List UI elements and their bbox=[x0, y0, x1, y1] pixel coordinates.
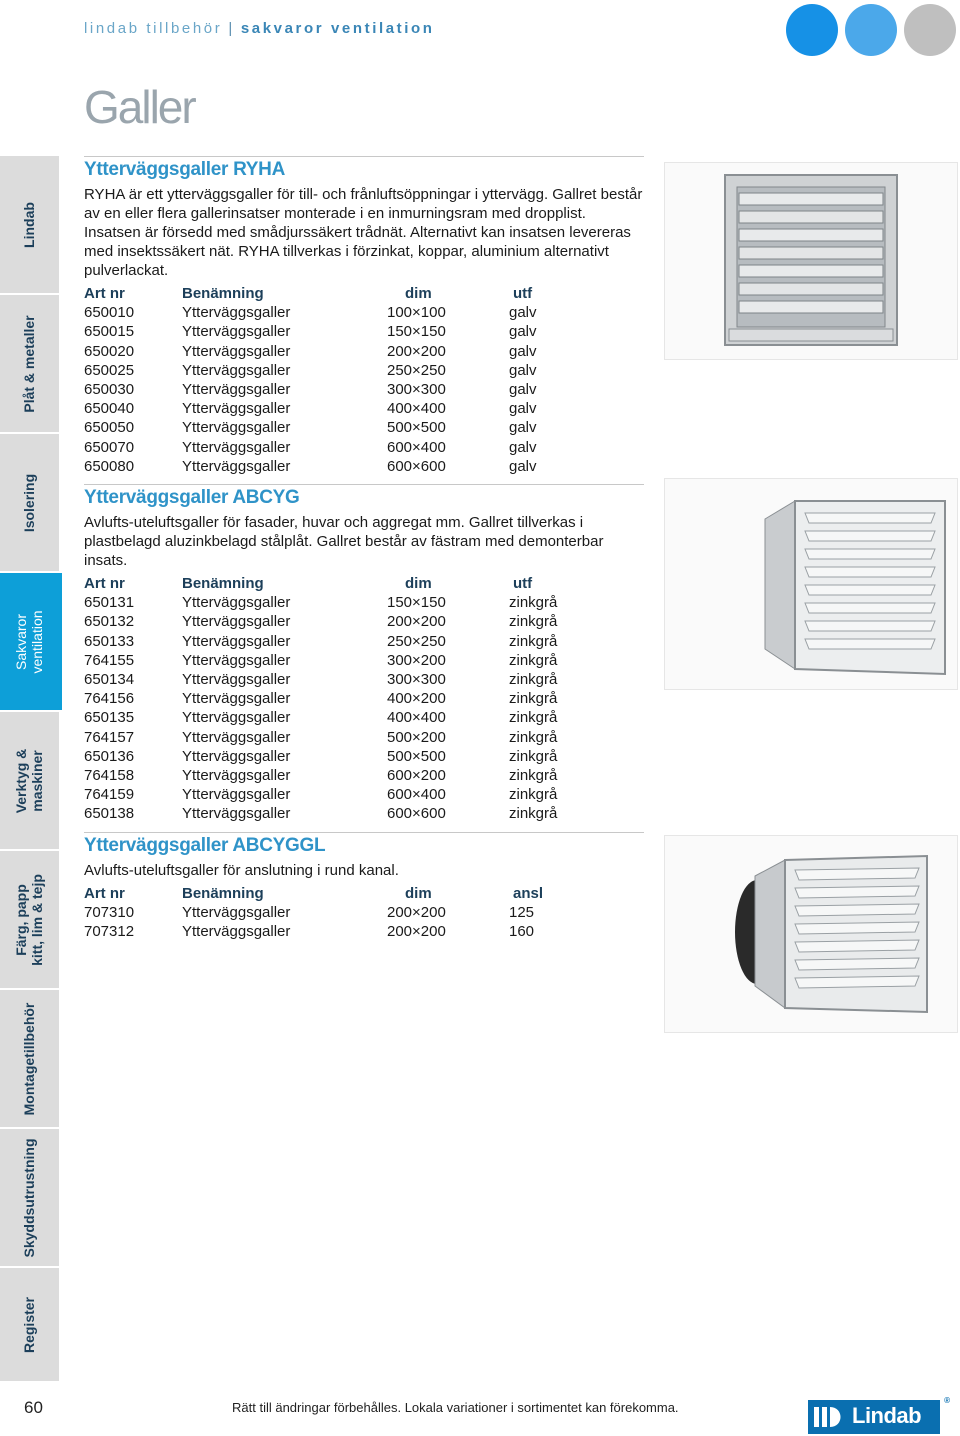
cell-dim: 500×200 bbox=[387, 728, 446, 746]
logo-text: Lindab bbox=[852, 1403, 922, 1428]
page-title: Galler bbox=[84, 81, 195, 133]
lindab-logo bbox=[808, 1396, 950, 1434]
cell-benamning: Ytterväggsgaller bbox=[182, 613, 291, 631]
cell-utf: galv bbox=[509, 361, 537, 379]
table-row bbox=[84, 708, 644, 727]
sidebar-tab-label: Lindab bbox=[21, 201, 37, 248]
sidebar-tab-label: Verktyg & maskiner bbox=[13, 748, 45, 813]
cell-dim: 200×200 bbox=[387, 342, 446, 360]
section-title: Ytterväggsgaller ABCYG bbox=[84, 487, 300, 509]
cell-art-nr: 650131 bbox=[84, 594, 135, 612]
cell-utf: zinkgrå bbox=[509, 709, 558, 727]
abcyg-grille-photo bbox=[664, 478, 958, 690]
cell-dim: 300×200 bbox=[387, 651, 446, 669]
cell-dim: 200×200 bbox=[387, 903, 446, 921]
table-row bbox=[84, 322, 644, 341]
cell-dim: 400×200 bbox=[387, 690, 446, 708]
header-benamning: Benämning bbox=[182, 884, 264, 902]
cell-art-nr: 650025 bbox=[84, 361, 135, 379]
cell-art-nr: 650015 bbox=[84, 323, 135, 341]
cell-art-nr: 650134 bbox=[84, 671, 135, 689]
table-header-row bbox=[84, 884, 644, 903]
table-row bbox=[84, 785, 644, 804]
cell-dim: 400×400 bbox=[387, 400, 446, 418]
cell-dim: 400×400 bbox=[387, 709, 446, 727]
cell-utf: galv bbox=[509, 342, 537, 360]
header-ansl: ansl bbox=[513, 884, 544, 902]
cell-benamning: Ytterväggsgaller bbox=[182, 438, 291, 456]
ryha-grille-photo bbox=[664, 162, 958, 360]
header-dim: dim bbox=[405, 884, 432, 902]
grille-icon bbox=[665, 479, 957, 689]
cell-art-nr: 650070 bbox=[84, 438, 135, 456]
sidebar-tab-label: Sakvaror ventilation bbox=[13, 609, 45, 674]
grille-icon bbox=[665, 836, 957, 1032]
header-utf: utf bbox=[513, 575, 533, 593]
logo-registered-mark: ® bbox=[944, 1396, 950, 1405]
header-art-nr: Art nr bbox=[84, 285, 125, 302]
sidebar-tab-label: Färg, papp kitt, lim & tejp bbox=[13, 873, 45, 966]
header-art-nr: Art nr bbox=[84, 884, 125, 902]
cell-dim: 600×600 bbox=[387, 805, 446, 823]
table-row bbox=[84, 612, 644, 631]
cell-art-nr: 650050 bbox=[84, 419, 135, 437]
sidebar-tab-isolering[interactable] bbox=[0, 434, 59, 573]
sidebar-tab-register[interactable] bbox=[0, 1268, 59, 1381]
cell-art-nr: 650136 bbox=[84, 747, 135, 765]
cell-art-nr: 650010 bbox=[84, 304, 135, 322]
cell-art-nr: 707312 bbox=[84, 923, 135, 941]
cell-utf: zinkgrå bbox=[509, 690, 558, 708]
sidebar-tab-plat-metaller[interactable] bbox=[0, 295, 59, 434]
cell-benamning: Ytterväggsgaller bbox=[182, 786, 291, 804]
table-row bbox=[84, 361, 644, 380]
cell-utf: galv bbox=[509, 381, 537, 399]
cell-benamning: Ytterväggsgaller bbox=[182, 709, 291, 727]
cell-dim: 300×300 bbox=[387, 671, 446, 689]
section-description: Avlufts-uteluftsgaller för anslutning i rund kanal. bbox=[84, 861, 399, 879]
table-row bbox=[84, 903, 644, 922]
sidebar-tab-label: Plåt & metaller bbox=[21, 314, 37, 413]
cell-art-nr: 764158 bbox=[84, 767, 135, 785]
section-description: Avlufts-uteluftsgaller för fasader, huvar och aggregat mm. Gallret tillverkas i plastbelagd aluzinkbelagd stålplåt. Gallret består av fästram med demonterbar insats. bbox=[84, 514, 604, 570]
cell-art-nr: 650020 bbox=[84, 342, 135, 360]
cell-benamning: Ytterväggsgaller bbox=[182, 457, 291, 475]
cell-utf: galv bbox=[509, 419, 537, 437]
cell-benamning: Ytterväggsgaller bbox=[182, 632, 291, 650]
sidebar-tab-verktyg-maskiner[interactable] bbox=[0, 712, 59, 851]
cell-art-nr: 764159 bbox=[84, 786, 135, 804]
table-header-row bbox=[84, 284, 644, 303]
cell-benamning: Ytterväggsgaller bbox=[182, 361, 291, 379]
sidebar-tab-montagetillbehor[interactable] bbox=[0, 990, 59, 1129]
table-body bbox=[84, 303, 644, 476]
cell-dim: 150×150 bbox=[387, 594, 446, 612]
header-brand: lindab tillbehör bbox=[84, 20, 223, 37]
header-dim: dim bbox=[405, 285, 432, 302]
table-row bbox=[84, 651, 644, 670]
cell-art-nr: 764156 bbox=[84, 690, 135, 708]
cell-benamning: Ytterväggsgaller bbox=[182, 767, 291, 785]
cell-utf: zinkgrå bbox=[509, 728, 558, 746]
cell-art-nr: 650040 bbox=[84, 400, 135, 418]
header-benamning: Benämning bbox=[182, 575, 264, 593]
cell-art-nr: 650133 bbox=[84, 632, 135, 650]
section-title: Ytterväggsgaller RYHA bbox=[84, 159, 286, 180]
cell-benamning: Ytterväggsgaller bbox=[182, 304, 291, 322]
cell-benamning: Ytterväggsgaller bbox=[182, 923, 291, 941]
table-row bbox=[84, 670, 644, 689]
table-row bbox=[84, 593, 644, 612]
cell-benamning: Ytterväggsgaller bbox=[182, 651, 291, 669]
cell-utf: 125 bbox=[509, 903, 535, 921]
section-divider bbox=[84, 832, 644, 833]
page-number: 60 bbox=[24, 1398, 43, 1417]
table-row bbox=[84, 728, 644, 747]
table-row bbox=[84, 303, 644, 322]
table-row bbox=[84, 747, 644, 766]
product-table bbox=[84, 284, 644, 476]
cell-utf: zinkgrå bbox=[509, 805, 558, 823]
footer-note: Rätt till ändringar förbehålles. Lokala variationer i sortimentet kan förekomma. bbox=[232, 1400, 679, 1415]
cell-utf: galv bbox=[509, 323, 537, 341]
header-dot-1 bbox=[786, 4, 838, 56]
cell-dim: 600×400 bbox=[387, 438, 446, 456]
header-section: sakvaror ventilation bbox=[240, 20, 435, 37]
cell-dim: 200×200 bbox=[387, 923, 446, 941]
cell-utf: galv bbox=[509, 457, 537, 475]
lindab-logo-icon bbox=[814, 1405, 844, 1429]
cell-dim: 150×150 bbox=[387, 323, 446, 341]
cell-utf: zinkgrå bbox=[509, 671, 558, 689]
cell-utf: galv bbox=[509, 304, 537, 322]
cell-utf: zinkgrå bbox=[509, 632, 558, 650]
header-dim: dim bbox=[405, 575, 432, 593]
cell-art-nr: 650138 bbox=[84, 805, 135, 823]
cell-benamning: Ytterväggsgaller bbox=[182, 805, 291, 823]
table-row bbox=[84, 632, 644, 651]
cell-benamning: Ytterväggsgaller bbox=[182, 381, 291, 399]
table-row bbox=[84, 399, 644, 418]
sidebar-tab-sakvaror-ventilation[interactable] bbox=[0, 573, 62, 712]
cell-dim: 200×200 bbox=[387, 613, 446, 631]
table-row bbox=[84, 457, 644, 476]
table-row bbox=[84, 380, 644, 399]
sidebar-tab-label: Isolering bbox=[21, 473, 37, 532]
header-art-nr: Art nr bbox=[84, 575, 125, 593]
product-table bbox=[84, 884, 644, 942]
header-dot-2 bbox=[845, 4, 897, 56]
cell-art-nr: 764155 bbox=[84, 651, 135, 669]
running-header bbox=[84, 20, 435, 37]
cell-benamning: Ytterväggsgaller bbox=[182, 690, 291, 708]
cell-dim: 100×100 bbox=[387, 304, 446, 322]
cell-dim: 250×250 bbox=[387, 632, 446, 650]
table-row bbox=[84, 689, 644, 708]
cell-dim: 500×500 bbox=[387, 419, 446, 437]
cell-utf: zinkgrå bbox=[509, 767, 558, 785]
section-title: Ytterväggsgaller ABCYGGL bbox=[84, 834, 326, 856]
sidebar-tab-label: Skyddsutrustning bbox=[21, 1137, 37, 1258]
cell-benamning: Ytterväggsgaller bbox=[182, 747, 291, 765]
sidebar-tab-lindab[interactable] bbox=[0, 156, 59, 295]
cell-benamning: Ytterväggsgaller bbox=[182, 419, 291, 437]
table-row bbox=[84, 922, 644, 941]
table-body bbox=[84, 593, 644, 823]
cell-utf: galv bbox=[509, 400, 537, 418]
cell-art-nr: 650132 bbox=[84, 613, 135, 631]
header-utf: utf bbox=[513, 285, 533, 302]
sidebar-tab-farg-papp[interactable] bbox=[0, 851, 59, 990]
cell-benamning: Ytterväggsgaller bbox=[182, 728, 291, 746]
sidebar-nav bbox=[0, 156, 59, 1381]
table-row bbox=[84, 418, 644, 437]
table-header-row bbox=[84, 574, 644, 593]
cell-dim: 500×500 bbox=[387, 747, 446, 765]
cell-utf: zinkgrå bbox=[509, 786, 558, 804]
header-separator: | bbox=[228, 20, 235, 37]
cell-art-nr: 650135 bbox=[84, 709, 135, 727]
cell-dim: 600×400 bbox=[387, 786, 446, 804]
cell-utf: zinkgrå bbox=[509, 613, 558, 631]
cell-art-nr: 707310 bbox=[84, 903, 135, 921]
grille-icon bbox=[665, 163, 957, 359]
cell-utf: galv bbox=[509, 438, 537, 456]
cell-benamning: Ytterväggsgaller bbox=[182, 400, 291, 418]
cell-utf: 160 bbox=[509, 923, 535, 941]
product-table bbox=[84, 574, 644, 824]
header-benamning: Benämning bbox=[182, 285, 264, 302]
table-row bbox=[84, 438, 644, 457]
cell-benamning: Ytterväggsgaller bbox=[182, 323, 291, 341]
section-divider bbox=[84, 484, 644, 485]
cell-benamning: Ytterväggsgaller bbox=[182, 671, 291, 689]
cell-benamning: Ytterväggsgaller bbox=[182, 342, 291, 360]
cell-art-nr: 650080 bbox=[84, 457, 135, 475]
cell-utf: zinkgrå bbox=[509, 747, 558, 765]
cell-art-nr: 650030 bbox=[84, 381, 135, 399]
table-row bbox=[84, 804, 644, 823]
table-row bbox=[84, 342, 644, 361]
cell-benamning: Ytterväggsgaller bbox=[182, 594, 291, 612]
cell-art-nr: 764157 bbox=[84, 728, 135, 746]
cell-benamning: Ytterväggsgaller bbox=[182, 903, 291, 921]
cell-utf: zinkgrå bbox=[509, 651, 558, 669]
cell-utf: zinkgrå bbox=[509, 594, 558, 612]
sidebar-tab-label: Montagetillbehör bbox=[21, 1002, 37, 1115]
cell-dim: 300×300 bbox=[387, 381, 446, 399]
header-dot-3 bbox=[904, 4, 956, 56]
sidebar-tab-label: Register bbox=[21, 1296, 37, 1353]
sidebar-tab-skyddsutrustning[interactable] bbox=[0, 1129, 59, 1268]
cell-dim: 600×600 bbox=[387, 457, 446, 475]
section-divider bbox=[84, 156, 644, 157]
table-body bbox=[84, 903, 644, 941]
abcyggl-grille-photo bbox=[664, 835, 958, 1033]
section-description: RYHA är ett ytterväggsgaller för till- och frånluftsöppningar i yttervägg. Gallret består av en eller flera gallerinsatser monterade i en inmurningsram med dropplist. Insatsen är försedd med smådjurssäkert trådnät. Alternativt kan insatsen levereras med insektssäkert nät. RYHA tillverkas i förzinkat, koppar, aluminium alternativt pulverlackat. bbox=[84, 186, 643, 279]
cell-dim: 600×200 bbox=[387, 767, 446, 785]
cell-dim: 250×250 bbox=[387, 361, 446, 379]
main-content bbox=[84, 156, 644, 941]
table-row bbox=[84, 766, 644, 785]
